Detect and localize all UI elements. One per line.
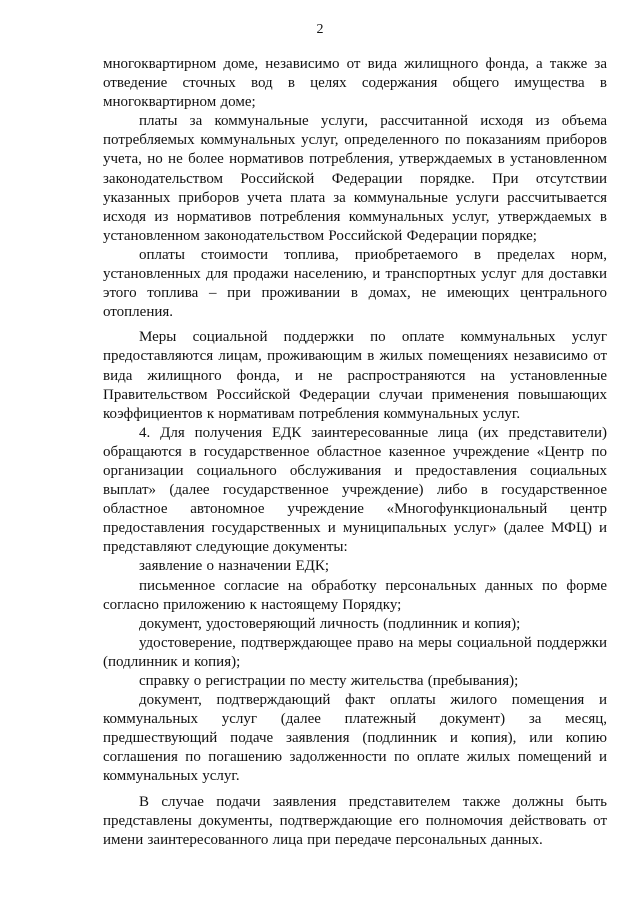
page-number: 2 xyxy=(316,22,324,37)
list-item-consent: письменное согласие на обработку персональных данных по форме согласно приложению к настоящему Порядку; xyxy=(103,577,607,613)
paragraph-fuel-payment: оплаты стоимости топлива, приобретаемого в пределах норм, установленных для продажи населению, и транспортных услуг для доставки этого топлива – при проживании в домах, не имеющих центрального отопления. xyxy=(103,246,607,321)
list-item-registration: справку о регистрации по месту жительства (пребывания); xyxy=(139,673,519,689)
list-item-identity-document: документ, удостоверяющий личность (подлинник и копия); xyxy=(139,615,521,632)
list-item-certificate: удостоверение, подтверждающее право на меры социальной поддержки (подлинник и копия); xyxy=(103,634,607,670)
paragraph-utility-payment: платы за коммунальные услуги, рассчитанной исходя из объема потребляемых коммунальных услуг, определенного по показаниям приборов учета, но не более нормативов потребления, утверждаемых в установленном законодательством Российской Федерации порядке. При отсутствии указанных приборов учета плата за коммунальные услуги рассчитывается исходя из нормативов потребления коммунальных услуг, утверждаемых в установленном законодательством Российской Федерации порядке; xyxy=(103,113,607,244)
paragraph-support-measures: Меры социальной поддержки по оплате коммунальных услуг предоставляются лицам, проживающим в жилых помещениях независимо от вида жилищного фонда, и не распространяются на установленные Правительством Российской Федерации случаи применения повышающих коэффициентов к нормативам потребления коммунальных услуг. xyxy=(103,329,607,422)
paragraph-item-4: 4. Для получения ЕДК заинтересованные лица (их представители) обращаются в государственное областное казенное учреждение «Центр по организации социального обслуживания и предоставления социальных выплат» (далее государственное учреждение) либо в государственное областное автономное учреждение «Многофункциональный центр предоставления государственных и муниципальных услуг» (далее МФЦ) и представляют следующие документы: xyxy=(103,424,607,556)
list-item-payment-document: документ, подтверждающий факт оплаты жилого помещения и коммунальных услуг (далее платежный документ) за месяц, предшествующий подаче заявления (подлинник и копия), или копию соглашения по погашению задолженности по оплате жилых помещений и коммунальных услуг. xyxy=(103,692,607,785)
paragraph-representative: В случае подачи заявления представителем также должны быть представлены документы, подтверждающие его полномочия действовать от имени заинтересованного лица при передаче персональных данных. xyxy=(103,793,607,848)
body-text xyxy=(103,55,607,850)
paragraph-continuation: многоквартирном доме, независимо от вида жилищного фонда, а также за отведение сточных вод в целях содержания общего имущества в многоквартирном доме; xyxy=(103,56,607,111)
list-item-application: заявление о назначении ЕДК; xyxy=(139,558,330,575)
